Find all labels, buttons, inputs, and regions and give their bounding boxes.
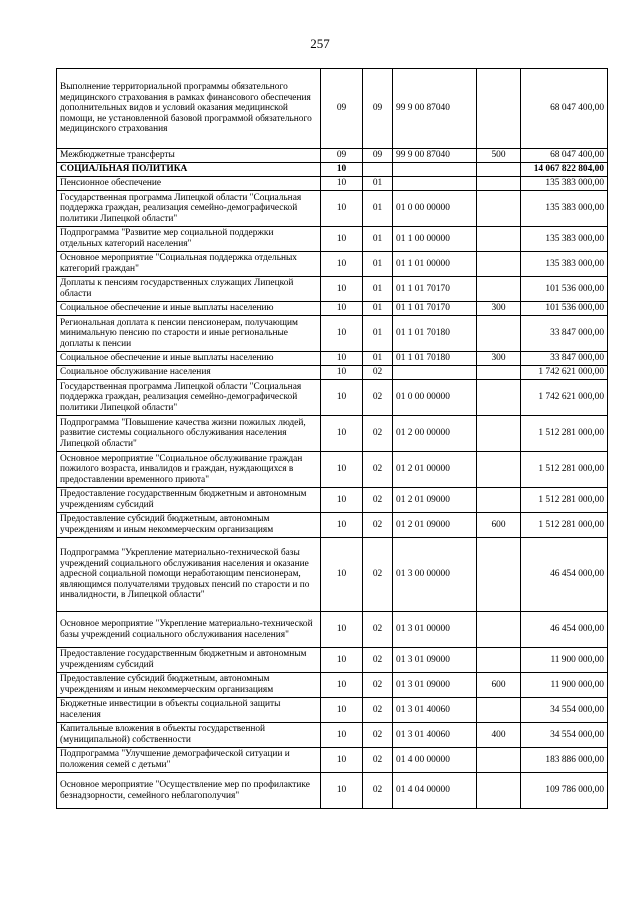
row-name-cell: Социальное обеспечение и иные выплаты населению [57, 302, 321, 316]
row-amount-cell: 33 847 000,00 [521, 316, 608, 352]
row-name-cell: Подпрограмма "Улучшение демографической ситуации и положения семей с детьми" [57, 748, 321, 773]
row-subsection-cell: 02 [363, 380, 393, 416]
row-name-cell: СОЦИАЛЬНАЯ ПОЛИТИКА [57, 163, 321, 177]
row-expense-type-cell [477, 316, 521, 352]
table-row [57, 252, 608, 277]
row-section-cell: 10 [321, 452, 363, 488]
row-amount-cell: 34 554 000,00 [521, 698, 608, 723]
row-subsection-cell: 02 [363, 723, 393, 748]
row-expense-type-cell [477, 366, 521, 380]
row-subsection-cell: 01 [363, 252, 393, 277]
row-section-cell: 10 [321, 612, 363, 648]
table-row [57, 773, 608, 809]
row-target-article-cell [393, 177, 477, 191]
row-subsection-cell: 01 [363, 277, 393, 302]
row-expense-type-cell [477, 452, 521, 488]
row-subsection-cell: 09 [363, 149, 393, 163]
table-row [57, 488, 608, 513]
row-amount-cell: 1 512 281 000,00 [521, 513, 608, 538]
row-expense-type-cell [477, 773, 521, 809]
row-expense-type-cell [477, 488, 521, 513]
table-row [57, 538, 608, 612]
row-expense-type-cell: 300 [477, 352, 521, 366]
row-subsection-cell: 02 [363, 513, 393, 538]
row-name-cell: Государственная программа Липецкой области "Социальная поддержка граждан, реализация семейно-демографической политики Липецкой области" [57, 191, 321, 227]
row-name-cell: Предоставление субсидий бюджетным, автономным учреждениям и иным некоммерческим организациям [57, 513, 321, 538]
row-section-cell: 10 [321, 177, 363, 191]
table-row [57, 277, 608, 302]
row-target-article-cell: 01 0 00 00000 [393, 380, 477, 416]
row-amount-cell: 135 383 000,00 [521, 227, 608, 252]
table-row [57, 316, 608, 352]
row-name-cell: Социальное обеспечение и иные выплаты населению [57, 352, 321, 366]
row-amount-cell: 46 454 000,00 [521, 612, 608, 648]
row-subsection-cell: 01 [363, 177, 393, 191]
row-subsection-cell: 02 [363, 648, 393, 673]
row-section-cell: 10 [321, 773, 363, 809]
row-expense-type-cell [477, 163, 521, 177]
row-section-cell: 10 [321, 748, 363, 773]
row-expense-type-cell [477, 538, 521, 612]
row-expense-type-cell [477, 69, 521, 149]
row-amount-cell: 135 383 000,00 [521, 252, 608, 277]
row-name-cell: Капитальные вложения в объекты государственной (муниципальной) собственности [57, 723, 321, 748]
row-subsection-cell [363, 163, 393, 177]
row-target-article-cell: 01 1 01 70180 [393, 316, 477, 352]
row-name-cell: Социальное обслуживание населения [57, 366, 321, 380]
row-amount-cell: 33 847 000,00 [521, 352, 608, 366]
row-name-cell: Государственная программа Липецкой области "Социальная поддержка граждан, реализация семейно-демографической политики Липецкой области" [57, 380, 321, 416]
row-amount-cell: 1 512 281 000,00 [521, 488, 608, 513]
row-amount-cell: 11 900 000,00 [521, 673, 608, 698]
row-expense-type-cell [477, 698, 521, 723]
row-expense-type-cell [477, 277, 521, 302]
row-section-cell: 10 [321, 488, 363, 513]
row-name-cell: Региональная доплата к пенсии пенсионерам, получающим минимальную пенсию по старости и иные региональные доплаты к пенсии [57, 316, 321, 352]
row-target-article-cell: 99 9 00 87040 [393, 69, 477, 149]
table-row [57, 648, 608, 673]
row-target-article-cell [393, 366, 477, 380]
row-amount-cell: 1 512 281 000,00 [521, 416, 608, 452]
row-target-article-cell: 01 1 01 70170 [393, 302, 477, 316]
table-row [57, 302, 608, 316]
row-subsection-cell: 01 [363, 191, 393, 227]
row-section-cell: 10 [321, 352, 363, 366]
row-name-cell: Предоставление государственным бюджетным и автономным учреждениям субсидий [57, 488, 321, 513]
row-name-cell: Предоставление субсидий бюджетным, автономным учреждениям и иным некоммерческим организациям [57, 673, 321, 698]
row-subsection-cell: 02 [363, 488, 393, 513]
row-target-article-cell [393, 163, 477, 177]
row-subsection-cell: 09 [363, 69, 393, 149]
row-subsection-cell: 02 [363, 773, 393, 809]
row-expense-type-cell [477, 380, 521, 416]
row-name-cell: Пенсионное обеспечение [57, 177, 321, 191]
row-expense-type-cell [477, 416, 521, 452]
row-target-article-cell: 01 1 01 70180 [393, 352, 477, 366]
table-row [57, 452, 608, 488]
row-section-cell: 10 [321, 163, 363, 177]
row-target-article-cell: 01 3 00 00000 [393, 538, 477, 612]
row-section-cell: 10 [321, 673, 363, 698]
row-name-cell: Основное мероприятие "Укрепление материально-технической базы учреждений социального обслуживания населения" [57, 612, 321, 648]
row-subsection-cell: 02 [363, 748, 393, 773]
row-name-cell: Подпрограмма "Повышение качества жизни пожилых людей, развитие системы социального обслуживания населения Липецкой области" [57, 416, 321, 452]
table-row [57, 69, 608, 149]
row-subsection-cell: 02 [363, 612, 393, 648]
row-target-article-cell: 01 0 00 00000 [393, 191, 477, 227]
row-subsection-cell: 02 [363, 538, 393, 612]
row-name-cell: Подпрограмма "Развитие мер социальной поддержки отдельных категорий населения" [57, 227, 321, 252]
row-subsection-cell: 01 [363, 302, 393, 316]
row-expense-type-cell [477, 612, 521, 648]
row-amount-cell: 135 383 000,00 [521, 177, 608, 191]
row-name-cell: Основное мероприятие "Осуществление мер по профилактике безнадзорности, семейного неблагополучия" [57, 773, 321, 809]
table-row [57, 177, 608, 191]
row-target-article-cell: 01 4 04 00000 [393, 773, 477, 809]
row-target-article-cell: 01 3 01 09000 [393, 648, 477, 673]
row-target-article-cell: 01 3 01 40060 [393, 723, 477, 748]
row-amount-cell: 101 536 000,00 [521, 277, 608, 302]
row-section-cell: 10 [321, 366, 363, 380]
table-row [57, 352, 608, 366]
row-subsection-cell: 01 [363, 352, 393, 366]
row-section-cell: 09 [321, 69, 363, 149]
row-amount-cell: 68 047 400,00 [521, 149, 608, 163]
row-subsection-cell: 02 [363, 673, 393, 698]
row-section-cell: 09 [321, 149, 363, 163]
row-subsection-cell: 02 [363, 698, 393, 723]
row-section-cell: 10 [321, 723, 363, 748]
row-expense-type-cell [477, 191, 521, 227]
table-row [57, 612, 608, 648]
row-name-cell: Основное мероприятие "Социальная поддержка отдельных категорий граждан" [57, 252, 321, 277]
row-target-article-cell: 01 2 01 00000 [393, 452, 477, 488]
row-section-cell: 10 [321, 227, 363, 252]
row-name-cell: Межбюджетные трансферты [57, 149, 321, 163]
row-target-article-cell: 01 1 01 00000 [393, 252, 477, 277]
row-amount-cell: 183 886 000,00 [521, 748, 608, 773]
row-section-cell: 10 [321, 513, 363, 538]
row-expense-type-cell [477, 227, 521, 252]
row-target-article-cell: 01 3 01 40060 [393, 698, 477, 723]
row-section-cell: 10 [321, 277, 363, 302]
row-amount-cell: 101 536 000,00 [521, 302, 608, 316]
row-name-cell: Основное мероприятие "Социальное обслуживание граждан пожилого возраста, инвалидов и граждан, нуждающихся в предоставлении временного приюта" [57, 452, 321, 488]
row-expense-type-cell: 300 [477, 302, 521, 316]
row-amount-cell: 135 383 000,00 [521, 191, 608, 227]
row-target-article-cell: 01 3 01 09000 [393, 673, 477, 698]
row-section-cell: 10 [321, 191, 363, 227]
row-expense-type-cell: 400 [477, 723, 521, 748]
row-section-cell: 10 [321, 538, 363, 612]
row-expense-type-cell: 600 [477, 513, 521, 538]
row-amount-cell: 11 900 000,00 [521, 648, 608, 673]
row-expense-type-cell [477, 748, 521, 773]
row-expense-type-cell [477, 648, 521, 673]
row-subsection-cell: 01 [363, 227, 393, 252]
row-section-cell: 10 [321, 316, 363, 352]
table-row [57, 698, 608, 723]
row-section-cell: 10 [321, 302, 363, 316]
row-section-cell: 10 [321, 380, 363, 416]
row-name-cell: Доплаты к пенсиям государственных служащих Липецкой области [57, 277, 321, 302]
row-section-cell: 10 [321, 416, 363, 452]
row-section-cell: 10 [321, 252, 363, 277]
table-row [57, 748, 608, 773]
row-amount-cell: 1 742 621 000,00 [521, 366, 608, 380]
row-name-cell: Бюджетные инвестиции в объекты социальной защиты населения [57, 698, 321, 723]
row-expense-type-cell [477, 177, 521, 191]
row-amount-cell: 109 786 000,00 [521, 773, 608, 809]
table-row [57, 366, 608, 380]
table-row [57, 380, 608, 416]
row-target-article-cell: 99 9 00 87040 [393, 149, 477, 163]
table-row [57, 227, 608, 252]
row-target-article-cell: 01 3 01 00000 [393, 612, 477, 648]
row-subsection-cell: 02 [363, 416, 393, 452]
row-target-article-cell: 01 2 01 09000 [393, 488, 477, 513]
row-subsection-cell: 01 [363, 316, 393, 352]
budget-table-body [57, 69, 608, 809]
row-section-cell: 10 [321, 698, 363, 723]
row-target-article-cell: 01 1 01 70170 [393, 277, 477, 302]
budget-table [56, 68, 608, 809]
row-target-article-cell: 01 2 01 09000 [393, 513, 477, 538]
row-subsection-cell: 02 [363, 366, 393, 380]
row-expense-type-cell [477, 252, 521, 277]
row-amount-cell: 1 512 281 000,00 [521, 452, 608, 488]
row-name-cell: Предоставление государственным бюджетным и автономным учреждениям субсидий [57, 648, 321, 673]
row-expense-type-cell: 600 [477, 673, 521, 698]
row-target-article-cell: 01 1 00 00000 [393, 227, 477, 252]
row-subsection-cell: 02 [363, 452, 393, 488]
row-amount-cell: 14 067 822 804,00 [521, 163, 608, 177]
table-row [57, 149, 608, 163]
row-amount-cell: 1 742 621 000,00 [521, 380, 608, 416]
row-target-article-cell: 01 4 00 00000 [393, 748, 477, 773]
row-expense-type-cell: 500 [477, 149, 521, 163]
table-row [57, 416, 608, 452]
row-target-article-cell: 01 2 00 00000 [393, 416, 477, 452]
table-row [57, 163, 608, 177]
table-row [57, 723, 608, 748]
row-amount-cell: 34 554 000,00 [521, 723, 608, 748]
row-section-cell: 10 [321, 648, 363, 673]
row-amount-cell: 46 454 000,00 [521, 538, 608, 612]
row-name-cell: Подпрограмма "Укрепление материально-технической базы учреждений социального обслуживания населения и оказание адресной социальной помощи неработающим пенсионерам, являющимся получателями трудовых пенсий по старости и по инвалидности, в Липецкой области" [57, 538, 321, 612]
table-row [57, 191, 608, 227]
page-number: 257 [310, 36, 330, 51]
row-amount-cell: 68 047 400,00 [521, 69, 608, 149]
table-row [57, 673, 608, 698]
table-row [57, 513, 608, 538]
row-name-cell: Выполнение территориальной программы обязательного медицинского страхования в рамках финансового обеспечения дополнительных видов и условий оказания медицинской помощи, не установленной базовой программой обязательного медицинского страхования [57, 69, 321, 149]
